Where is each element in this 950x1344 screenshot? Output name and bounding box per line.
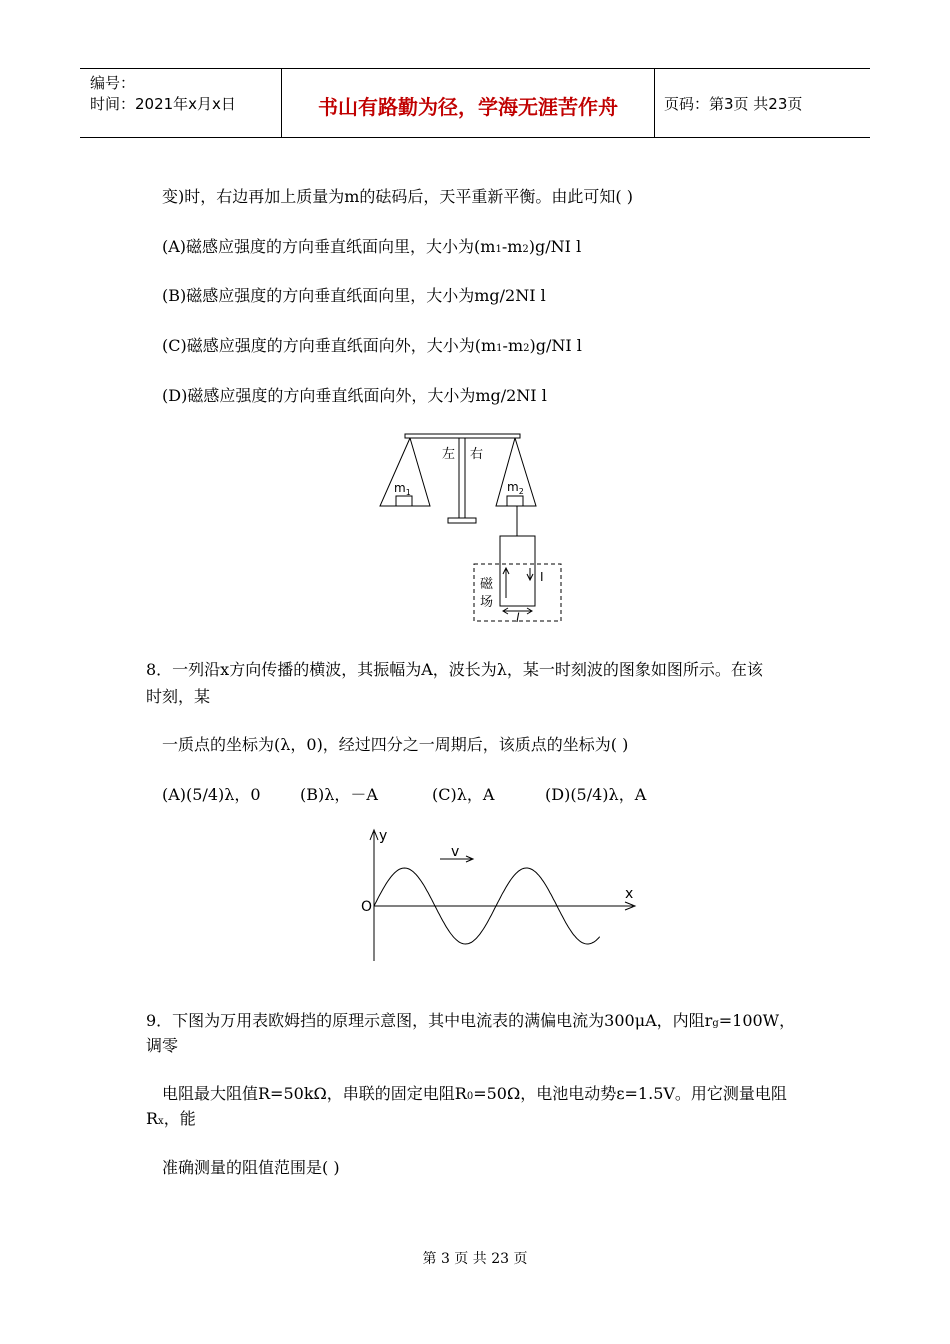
header-page-info: 页码：第3页 共23页 (664, 95, 803, 113)
q9-stem-line4: Rx，能 (146, 1109, 196, 1128)
q9-stem-line3: 电阻最大阻值R=50kΩ，串联的固定电阻R0=50Ω，电池电动势ε=1.5V。用它测量电阻 (162, 1084, 787, 1103)
q8-stem-line3: 一质点的坐标为(λ，0)，经过四分之一周期后，该质点的坐标为( ) (162, 735, 629, 754)
balance-figure (370, 428, 570, 628)
label-m1: $m_1$ (394, 481, 411, 497)
serial-label: 编号： (90, 74, 136, 92)
label-left: 左 (442, 447, 456, 462)
balance-base (448, 518, 476, 523)
header-divider (654, 69, 655, 137)
label-m2: $m_2$ (507, 480, 524, 496)
label-length: l (516, 611, 520, 625)
q7-option-d: (D)磁感应强度的方向垂直纸面向外，大小为mg/2NI l (162, 386, 547, 405)
weight-m1 (396, 496, 412, 506)
header-motto: 书山有路勤为径，学海无涯苦作舟 (318, 95, 618, 119)
q8-option-b: (B)λ，－A (300, 785, 378, 804)
label-right: 右 (470, 447, 484, 462)
axis-label-x: x (625, 886, 634, 902)
q9-stem-line5: 准确测量的阻值范围是( ) (162, 1158, 340, 1177)
wave-figure (355, 826, 645, 966)
q8-stem-line1: 8．一列沿x方向传播的横波，其振幅为A，波长为λ，某一时刻波的图象如图所示。在该 (146, 660, 763, 679)
label-field-1: 磁 (480, 577, 494, 592)
origin-label: O (361, 899, 373, 915)
q7-option-a: (A)磁感应强度的方向垂直纸面向里，大小为(m1-m2)g/NI l (162, 237, 582, 256)
label-current: I (540, 570, 544, 584)
q7-continuation: 变)时，右边再加上质量为m的砝码后，天平重新平衡。由此可知( ) (162, 187, 633, 206)
header-meta (90, 73, 236, 115)
q7-option-b: (B)磁感应强度的方向垂直纸面向里，大小为mg/2NI l (162, 286, 546, 305)
balance-beam (405, 434, 520, 438)
balance-post (459, 438, 465, 518)
q8-option-d: (D)(5/4)λ，A (545, 785, 647, 804)
q8-option-a: (A)(5/4)λ，0 (162, 785, 261, 804)
axis-label-y: y (379, 828, 388, 844)
q9-stem-line1: 9．下图为万用表欧姆挡的原理示意图，其中电流表的满偏电流为300μA，内阻rg=100W， (146, 1011, 796, 1030)
label-field-2: 场 (480, 595, 494, 610)
q8-stem-line2: 时刻，某 (146, 687, 211, 706)
page-footer: 第 3 页 共 23 页 (422, 1251, 528, 1267)
velocity-label: v (451, 844, 460, 860)
page-header (80, 68, 870, 138)
weight-m2 (507, 496, 523, 506)
q7-option-c: (C)磁感应强度的方向垂直纸面向外，大小为(m1-m2)g/NI l (162, 336, 582, 355)
q9-stem-line2: 调零 (146, 1036, 179, 1055)
q8-option-c: (C)λ，A (432, 785, 495, 804)
time-label: 时间：2021年x月x日 (90, 95, 236, 113)
